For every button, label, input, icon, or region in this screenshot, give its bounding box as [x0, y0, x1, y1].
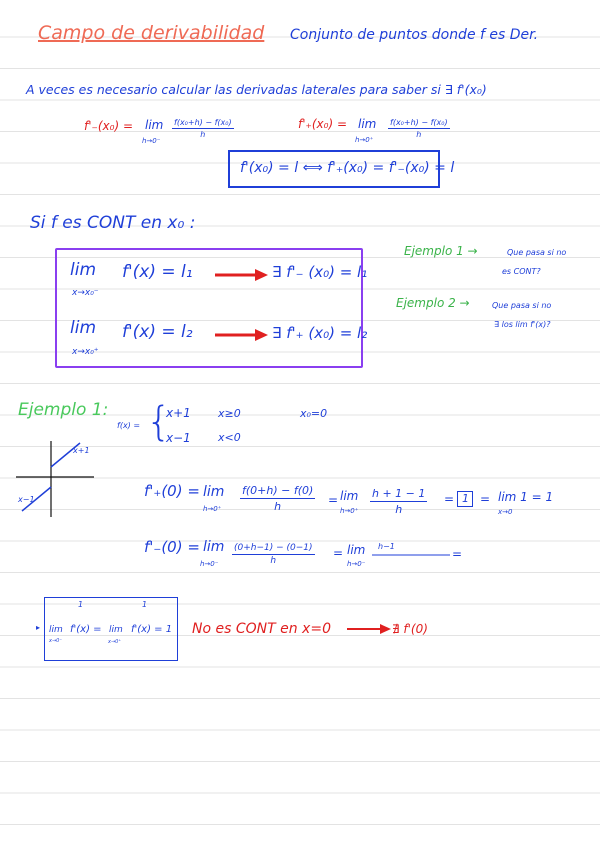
fminus-fraction [232, 543, 315, 566]
conclusion-expr2: f'(x) = 1 [131, 624, 173, 635]
fplus-lim3: lim 1 = 1 [498, 490, 554, 504]
row2-result: ∃ f'₊ (x₀) = l₂ [272, 324, 368, 342]
right-fraction-den: h [416, 130, 422, 139]
fminus-lim-sub: h→0⁻ [200, 560, 219, 568]
row1-expr: f'(x) = l₁ [122, 262, 193, 282]
conclusion-over1: 1 [78, 600, 84, 609]
ejemplo1-note: Ejemplo 1 → [404, 244, 478, 258]
ejemplo1-heading: Ejemplo 1: [18, 400, 109, 420]
fplus-fraction-num: f(0+h) − f(0) [242, 484, 314, 497]
right-fraction-num: f(x₀+h) − f(x₀) [390, 118, 448, 127]
conclusion-lim2: lim [109, 625, 123, 635]
right-lim-sub: h→0⁺ [355, 136, 374, 144]
graph-label-top: x+1 [73, 446, 90, 455]
fplus-lim-sub: h→0⁺ [203, 505, 222, 513]
left-lim-sub: h→0⁻ [142, 137, 161, 145]
ejemplo2-question-line1: Que pasa si no [492, 301, 552, 310]
piecewise-case1-cond: x≥0 [218, 407, 241, 420]
ejemplo2-note: Ejemplo 2 → [396, 296, 470, 310]
ejemplo1-question-line1: Que pasa si no [507, 248, 567, 257]
right-lim: lim [358, 117, 377, 131]
left-derivative-lhs: f'₋(x₀) = [84, 119, 134, 133]
conclusion-lim1: lim [49, 625, 63, 635]
fplus-lim2-sub: h→0⁺ [340, 507, 359, 515]
left-fraction [172, 118, 234, 139]
fminus-lim: lim [203, 539, 225, 555]
fminus-lim2: lim [347, 543, 366, 557]
fminus-lim2-sub: h→0⁻ [347, 560, 366, 568]
fplus-eq3: = [480, 492, 491, 506]
piecewise-brace-icon: { [146, 399, 172, 445]
fplus-fraction [240, 484, 315, 513]
fminus-fraction-den: h [270, 556, 277, 566]
row2-lim-sub: x→x₀⁺ [72, 347, 99, 357]
row1-lim: lim [70, 260, 97, 280]
fminus-eq: = [333, 546, 344, 560]
no-deriv-arrow-icon [346, 622, 392, 636]
conclusion-lim1-sub: x→0⁻ [49, 638, 62, 644]
piecewise-graph [14, 437, 114, 527]
no-cont-text: No es CONT en x=0 [192, 621, 331, 637]
fplus-boxed-value: 1 [462, 492, 469, 505]
cont-heading: Si f es CONT en x₀ : [30, 213, 196, 233]
bullet-marker-icon: ▸ [36, 623, 41, 632]
piecewise-case2-cond: x<0 [218, 431, 241, 444]
page-subtitle: Conjunto de puntos donde f es Der. [290, 27, 539, 43]
row1-arrow-icon [213, 268, 269, 282]
fminus-fraction-num: (0+h−1) − (0−1) [234, 543, 313, 553]
conclusion-over2: 1 [142, 600, 148, 609]
ejemplo1-question-line2: es CONT? [502, 267, 541, 276]
graph-label-bottom: x−1 [18, 495, 35, 504]
ejemplo2-question-line2: ∃ los lim f'(x)? [494, 320, 551, 329]
no-deriv-text: ∄ f'(0) [392, 622, 428, 636]
piecewise-case1-expr: x+1 [166, 406, 191, 420]
row1-lim-sub: x→x₀⁻ [72, 288, 99, 298]
piecewise-case2-expr: x−1 [166, 431, 191, 445]
fplus-lim3-sub: x→0 [498, 508, 513, 516]
left-fraction-den: h [200, 130, 206, 139]
row1-result: ∃ f'₋ (x₀) = l₁ [272, 263, 368, 281]
fplus-fraction-den: h [274, 500, 282, 513]
piecewise-fx: f(x) = [117, 421, 141, 430]
row2-arrow-icon [213, 328, 269, 342]
fminus-num2: h−1 [378, 542, 395, 551]
right-fraction [388, 118, 450, 139]
equivalence-text: f'(x₀) = l ⟺ f'₊(x₀) = f'₋(x₀) = l [240, 160, 455, 176]
fplus-lim: lim [203, 484, 225, 500]
x0-value: x₀=0 [300, 407, 328, 420]
fminus-lhs: f'₋(0) = [144, 538, 200, 556]
intro-text: A veces es necesario calcular las derivadas laterales para saber si ∃ f'(x₀) [26, 82, 487, 97]
left-fraction-num: f(x₀+h) − f(x₀) [174, 118, 232, 127]
fminus-fraction-line [372, 553, 452, 557]
conclusion-expr1: f'(x) = [70, 624, 102, 635]
left-lim: lim [145, 118, 164, 132]
fplus-eq2: = [444, 492, 455, 506]
row2-expr: f'(x) = l₂ [122, 322, 193, 342]
fplus-lim2: lim [340, 489, 359, 503]
fplus-eq: = [328, 493, 339, 507]
fplus-lhs: f'₊(0) = [144, 482, 200, 500]
fplus-fraction2 [370, 487, 427, 516]
page-title: Campo de derivabilidad [38, 22, 265, 44]
right-derivative-lhs: f'₊(x₀) = [298, 117, 348, 131]
fminus-eq2: = [452, 547, 463, 561]
fplus-fraction2-num: h + 1 − 1 [372, 487, 426, 500]
row2-lim: lim [70, 318, 97, 338]
conclusion-lim2-sub: x→0⁺ [108, 639, 121, 645]
fplus-fraction2-den: h [395, 503, 403, 516]
